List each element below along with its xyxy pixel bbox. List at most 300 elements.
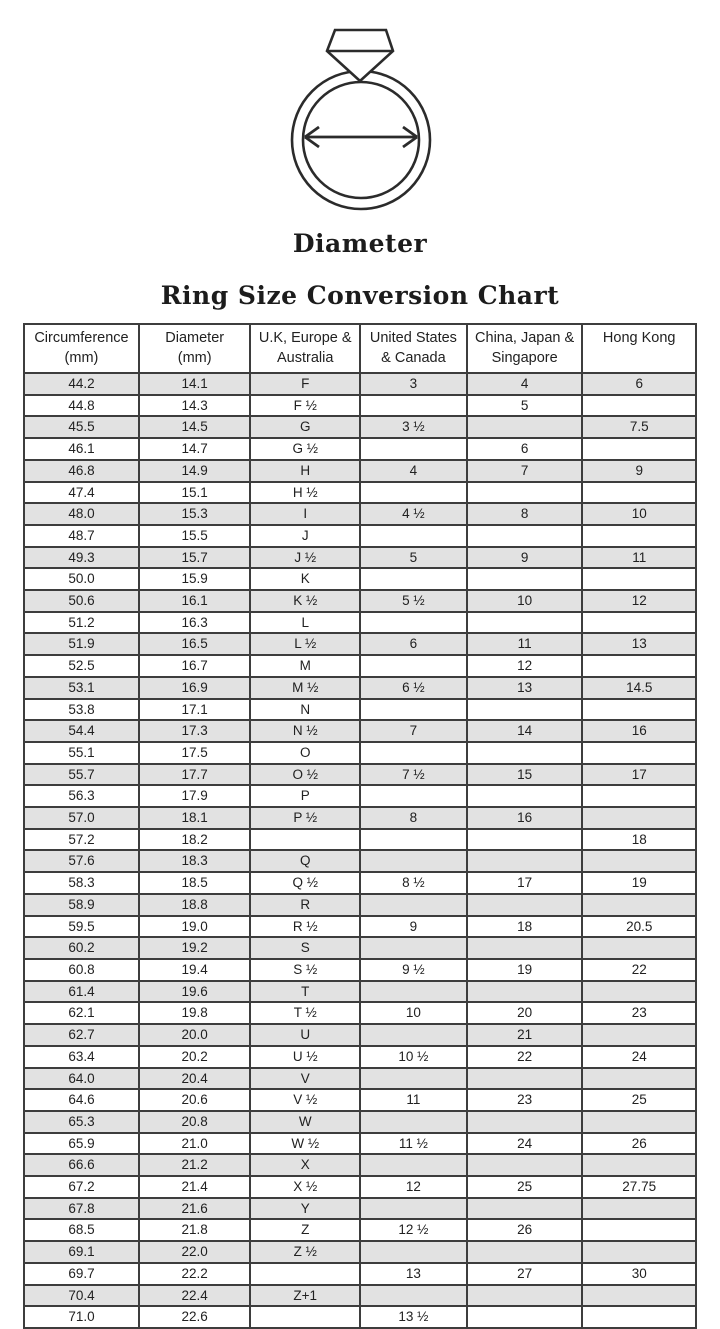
table-cell: 16 xyxy=(467,807,583,829)
table-cell: 3 ½ xyxy=(360,416,467,438)
table-cell: 8 xyxy=(360,807,467,829)
table-cell: 18.3 xyxy=(139,850,251,872)
table-cell: 66.6 xyxy=(24,1154,139,1176)
table-header xyxy=(24,324,696,373)
table-cell: 26 xyxy=(582,1133,696,1155)
table-cell xyxy=(360,894,467,916)
ring-inner-circle xyxy=(303,82,419,198)
table-cell: 14.5 xyxy=(139,416,251,438)
table-cell: 30 xyxy=(582,1263,696,1285)
table-row xyxy=(24,916,696,938)
table-row xyxy=(24,1002,696,1024)
table-cell: 15.7 xyxy=(139,547,251,569)
table-cell: 47.4 xyxy=(24,482,139,504)
table-row xyxy=(24,547,696,569)
table-cell xyxy=(582,937,696,959)
table-cell: 50.0 xyxy=(24,568,139,590)
table-cell: 21.8 xyxy=(139,1219,251,1241)
table-cell: 18.5 xyxy=(139,872,251,894)
table-cell: F ½ xyxy=(250,395,360,417)
table-cell: S xyxy=(250,937,360,959)
table-cell: 22.4 xyxy=(139,1285,251,1307)
table-cell: 27 xyxy=(467,1263,583,1285)
table-cell: 10 xyxy=(582,503,696,525)
table-row xyxy=(24,829,696,851)
table-cell xyxy=(582,568,696,590)
table-cell xyxy=(582,1219,696,1241)
table-cell xyxy=(360,1154,467,1176)
table-cell: 11 ½ xyxy=(360,1133,467,1155)
table-cell: 17 xyxy=(582,764,696,786)
table-cell: 59.5 xyxy=(24,916,139,938)
table-cell: 51.2 xyxy=(24,612,139,634)
table-cell: G xyxy=(250,416,360,438)
table-cell: 58.3 xyxy=(24,872,139,894)
table-cell: F xyxy=(250,373,360,395)
table-cell: 18.2 xyxy=(139,829,251,851)
table-cell xyxy=(467,1111,583,1133)
table-cell: 24 xyxy=(467,1133,583,1155)
table-cell xyxy=(360,1111,467,1133)
table-cell: X ½ xyxy=(250,1176,360,1198)
table-row xyxy=(24,699,696,721)
table-cell xyxy=(467,1154,583,1176)
table-row xyxy=(24,655,696,677)
table-cell: H xyxy=(250,460,360,482)
table-cell: 24 xyxy=(582,1046,696,1068)
table-cell: 11 xyxy=(360,1089,467,1111)
table-cell: 19.0 xyxy=(139,916,251,938)
table-cell xyxy=(582,1068,696,1090)
table-cell: 60.8 xyxy=(24,959,139,981)
table-row xyxy=(24,937,696,959)
table-cell xyxy=(467,612,583,634)
table-cell: 57.2 xyxy=(24,829,139,851)
table-row xyxy=(24,395,696,417)
table-row xyxy=(24,1219,696,1241)
table-cell: 21.6 xyxy=(139,1198,251,1220)
table-cell: 17.5 xyxy=(139,742,251,764)
table-row xyxy=(24,1068,696,1090)
table-cell: 9 xyxy=(582,460,696,482)
table-cell xyxy=(360,438,467,460)
table-row xyxy=(24,1176,696,1198)
table-cell xyxy=(582,438,696,460)
table-cell xyxy=(467,894,583,916)
table-cell: 20.8 xyxy=(139,1111,251,1133)
table-cell xyxy=(467,850,583,872)
table-cell xyxy=(360,829,467,851)
table-cell: 69.7 xyxy=(24,1263,139,1285)
table-cell: 54.4 xyxy=(24,720,139,742)
table-cell xyxy=(467,1306,583,1328)
table-cell: 6 ½ xyxy=(360,677,467,699)
table-cell xyxy=(360,655,467,677)
table-cell: 6 xyxy=(467,438,583,460)
table-cell: W xyxy=(250,1111,360,1133)
table-row xyxy=(24,894,696,916)
table-cell: L ½ xyxy=(250,633,360,655)
table-cell: Q ½ xyxy=(250,872,360,894)
table-cell: O ½ xyxy=(250,764,360,786)
table-cell: 51.9 xyxy=(24,633,139,655)
table-cell: U xyxy=(250,1024,360,1046)
table-cell xyxy=(467,785,583,807)
table-cell: 67.8 xyxy=(24,1198,139,1220)
table-cell: 14.9 xyxy=(139,460,251,482)
table-cell: 55.1 xyxy=(24,742,139,764)
table-cell: N ½ xyxy=(250,720,360,742)
table-cell xyxy=(582,1306,696,1328)
table-cell: M xyxy=(250,655,360,677)
table-cell: 9 ½ xyxy=(360,959,467,981)
table-cell: 7 ½ xyxy=(360,764,467,786)
table-cell xyxy=(360,525,467,547)
table-cell: 7.5 xyxy=(582,416,696,438)
table-cell xyxy=(582,612,696,634)
table-cell: 23 xyxy=(582,1002,696,1024)
table-cell: 45.5 xyxy=(24,416,139,438)
table-cell xyxy=(582,525,696,547)
table-cell xyxy=(582,850,696,872)
table-cell: 12 xyxy=(582,590,696,612)
table-cell: 10 xyxy=(360,1002,467,1024)
table-cell: 65.9 xyxy=(24,1133,139,1155)
table-row xyxy=(24,1263,696,1285)
table-cell xyxy=(582,1024,696,1046)
table-cell: 8 ½ xyxy=(360,872,467,894)
table-cell: 44.8 xyxy=(24,395,139,417)
table-cell xyxy=(467,568,583,590)
table-cell xyxy=(467,1285,583,1307)
table-cell: 27.75 xyxy=(582,1176,696,1198)
table-cell xyxy=(360,1024,467,1046)
table-cell: Q xyxy=(250,850,360,872)
table-cell xyxy=(360,482,467,504)
table-row xyxy=(24,416,696,438)
table-cell: 57.6 xyxy=(24,850,139,872)
table-cell: 11 xyxy=(582,547,696,569)
table-cell: 13 ½ xyxy=(360,1306,467,1328)
table-row xyxy=(24,1089,696,1111)
table-cell xyxy=(582,395,696,417)
table-row xyxy=(24,1241,696,1263)
table-cell: 61.4 xyxy=(24,981,139,1003)
table-cell: 17.7 xyxy=(139,764,251,786)
table-cell: 21.0 xyxy=(139,1133,251,1155)
table-cell: 7 xyxy=(467,460,583,482)
table-cell: 23 xyxy=(467,1089,583,1111)
table-row xyxy=(24,720,696,742)
table-cell xyxy=(582,742,696,764)
table-cell: 53.1 xyxy=(24,677,139,699)
table-cell: 55.7 xyxy=(24,764,139,786)
table-cell: 25 xyxy=(467,1176,583,1198)
table-cell: 9 xyxy=(360,916,467,938)
table-row xyxy=(24,1024,696,1046)
table-cell: 18.1 xyxy=(139,807,251,829)
column-header: Hong Kong xyxy=(582,324,696,373)
table-cell: 12 xyxy=(467,655,583,677)
table-cell: 15.1 xyxy=(139,482,251,504)
table-cell xyxy=(360,742,467,764)
ring-diagram xyxy=(272,18,448,219)
table-cell: S ½ xyxy=(250,959,360,981)
table-cell: 46.1 xyxy=(24,438,139,460)
table-cell: 57.0 xyxy=(24,807,139,829)
table-cell xyxy=(360,850,467,872)
table-cell: X xyxy=(250,1154,360,1176)
table-cell: W ½ xyxy=(250,1133,360,1155)
table-cell: Z ½ xyxy=(250,1241,360,1263)
table-cell: 21.2 xyxy=(139,1154,251,1176)
table-cell: 9 xyxy=(467,547,583,569)
table-cell: 6 xyxy=(582,373,696,395)
table-cell xyxy=(582,1241,696,1263)
table-cell: J ½ xyxy=(250,547,360,569)
table-cell xyxy=(360,1241,467,1263)
table-cell: 5 xyxy=(360,547,467,569)
table-row xyxy=(24,568,696,590)
table-cell: 69.1 xyxy=(24,1241,139,1263)
table-cell xyxy=(582,785,696,807)
table-cell: 70.4 xyxy=(24,1285,139,1307)
table-cell: P ½ xyxy=(250,807,360,829)
table-cell: 4 xyxy=(467,373,583,395)
table-cell: 17.1 xyxy=(139,699,251,721)
table-cell: 15.9 xyxy=(139,568,251,590)
table-row xyxy=(24,1133,696,1155)
table-cell: 14.7 xyxy=(139,438,251,460)
table-cell: M ½ xyxy=(250,677,360,699)
table-cell: G ½ xyxy=(250,438,360,460)
table-cell: V xyxy=(250,1068,360,1090)
table-cell: 19 xyxy=(582,872,696,894)
table-row xyxy=(24,742,696,764)
table-cell: 10 ½ xyxy=(360,1046,467,1068)
table-cell xyxy=(467,1068,583,1090)
table-cell: 14.1 xyxy=(139,373,251,395)
table-cell xyxy=(582,807,696,829)
table-cell: 5 ½ xyxy=(360,590,467,612)
table-cell xyxy=(360,612,467,634)
ring-outer-circle xyxy=(292,71,430,209)
table-cell: 3 xyxy=(360,373,467,395)
table-cell: 11 xyxy=(467,633,583,655)
table-cell: T xyxy=(250,981,360,1003)
table-row xyxy=(24,1198,696,1220)
table-cell: 21.4 xyxy=(139,1176,251,1198)
table-row xyxy=(24,807,696,829)
conversion-table xyxy=(23,323,697,1329)
table-cell: Z+1 xyxy=(250,1285,360,1307)
table-cell: 14.3 xyxy=(139,395,251,417)
table-cell: 48.0 xyxy=(24,503,139,525)
table-row xyxy=(24,482,696,504)
table-body xyxy=(24,373,696,1328)
table-cell: 20.0 xyxy=(139,1024,251,1046)
table-cell xyxy=(360,395,467,417)
table-cell: 18 xyxy=(467,916,583,938)
table-cell: 19.2 xyxy=(139,937,251,959)
table-cell: V ½ xyxy=(250,1089,360,1111)
table-cell: T ½ xyxy=(250,1002,360,1024)
table-row xyxy=(24,373,696,395)
table-cell: 8 xyxy=(467,503,583,525)
table-cell: 60.2 xyxy=(24,937,139,959)
table-cell xyxy=(467,1241,583,1263)
table-cell: 20.6 xyxy=(139,1089,251,1111)
table-cell: I xyxy=(250,503,360,525)
column-header: United States & Canada xyxy=(360,324,467,373)
table-cell: 65.3 xyxy=(24,1111,139,1133)
table-cell xyxy=(360,699,467,721)
table-cell: 19.6 xyxy=(139,981,251,1003)
table-cell: 64.0 xyxy=(24,1068,139,1090)
table-cell: 22 xyxy=(467,1046,583,1068)
table-cell xyxy=(582,1154,696,1176)
column-header: Circumference (mm) xyxy=(24,324,139,373)
table-cell: 10 xyxy=(467,590,583,612)
table-row xyxy=(24,1111,696,1133)
table-cell: 16.1 xyxy=(139,590,251,612)
table-cell: 4 ½ xyxy=(360,503,467,525)
table-cell xyxy=(582,699,696,721)
table-cell: 14 xyxy=(467,720,583,742)
table-cell: 12 xyxy=(360,1176,467,1198)
table-cell: 21 xyxy=(467,1024,583,1046)
table-row xyxy=(24,677,696,699)
table-cell xyxy=(250,1263,360,1285)
table-cell: 62.7 xyxy=(24,1024,139,1046)
table-cell: L xyxy=(250,612,360,634)
table-cell: 7 xyxy=(360,720,467,742)
table-cell xyxy=(582,981,696,1003)
column-header: U.K, Europe & Australia xyxy=(250,324,360,373)
table-cell: 18 xyxy=(582,829,696,851)
table-row xyxy=(24,1046,696,1068)
table-cell xyxy=(467,699,583,721)
table-cell: J xyxy=(250,525,360,547)
table-cell: 13 xyxy=(360,1263,467,1285)
table-cell xyxy=(582,1111,696,1133)
table-cell xyxy=(582,1285,696,1307)
diameter-double-arrow-icon xyxy=(305,127,417,147)
table-cell: 53.8 xyxy=(24,699,139,721)
table-cell xyxy=(582,1198,696,1220)
table-cell: 19 xyxy=(467,959,583,981)
table-row xyxy=(24,981,696,1003)
table-row xyxy=(24,1285,696,1307)
table-cell xyxy=(360,568,467,590)
table-cell: 15.5 xyxy=(139,525,251,547)
table-cell: 67.2 xyxy=(24,1176,139,1198)
table-row xyxy=(24,438,696,460)
table-row xyxy=(24,633,696,655)
table-cell xyxy=(360,1198,467,1220)
table-cell xyxy=(467,1198,583,1220)
table-cell: 15.3 xyxy=(139,503,251,525)
table-cell: 20.2 xyxy=(139,1046,251,1068)
table-cell: 22 xyxy=(582,959,696,981)
table-cell: Z xyxy=(250,1219,360,1241)
header-row xyxy=(24,324,696,373)
table-row xyxy=(24,590,696,612)
table-cell: 20.5 xyxy=(582,916,696,938)
table-cell xyxy=(582,482,696,504)
table-cell xyxy=(467,482,583,504)
column-header: China, Japan & Singapore xyxy=(467,324,583,373)
table-cell: K xyxy=(250,568,360,590)
table-cell xyxy=(582,894,696,916)
table-cell: 56.3 xyxy=(24,785,139,807)
page-title: Ring Size Conversion Chart xyxy=(160,281,560,310)
table-row xyxy=(24,460,696,482)
table-cell: H ½ xyxy=(250,482,360,504)
table-cell xyxy=(250,829,360,851)
table-cell: 46.8 xyxy=(24,460,139,482)
table-row xyxy=(24,872,696,894)
table-cell: O xyxy=(250,742,360,764)
table-cell: 68.5 xyxy=(24,1219,139,1241)
table-cell: 20.4 xyxy=(139,1068,251,1090)
table-cell: 19.8 xyxy=(139,1002,251,1024)
table-cell: R ½ xyxy=(250,916,360,938)
table-cell: 18.8 xyxy=(139,894,251,916)
table-row xyxy=(24,959,696,981)
table-cell xyxy=(467,829,583,851)
table-cell xyxy=(360,785,467,807)
table-cell: 13 xyxy=(582,633,696,655)
diameter-label: Diameter xyxy=(292,229,428,258)
table-cell: 16.5 xyxy=(139,633,251,655)
table-cell: 16.9 xyxy=(139,677,251,699)
table-cell xyxy=(467,937,583,959)
table-row xyxy=(24,1154,696,1176)
table-cell: 48.7 xyxy=(24,525,139,547)
table-cell: 71.0 xyxy=(24,1306,139,1328)
table-cell: 26 xyxy=(467,1219,583,1241)
table-row xyxy=(24,525,696,547)
table-cell xyxy=(467,416,583,438)
table-cell: 22.2 xyxy=(139,1263,251,1285)
table-cell: 17 xyxy=(467,872,583,894)
table-row xyxy=(24,503,696,525)
table-cell: Y xyxy=(250,1198,360,1220)
table-cell: 62.1 xyxy=(24,1002,139,1024)
ring-with-diamond-icon xyxy=(272,18,448,214)
table-cell: 16 xyxy=(582,720,696,742)
table-cell: N xyxy=(250,699,360,721)
table-cell: 13 xyxy=(467,677,583,699)
table-cell: R xyxy=(250,894,360,916)
table-cell xyxy=(360,1285,467,1307)
table-cell xyxy=(467,981,583,1003)
table-cell: P xyxy=(250,785,360,807)
table-cell: 17.9 xyxy=(139,785,251,807)
table-row xyxy=(24,612,696,634)
table-cell xyxy=(360,1068,467,1090)
table-cell xyxy=(467,742,583,764)
table-cell xyxy=(467,525,583,547)
table-cell: 49.3 xyxy=(24,547,139,569)
table-cell: 58.9 xyxy=(24,894,139,916)
table-row xyxy=(24,785,696,807)
table-cell: 12 ½ xyxy=(360,1219,467,1241)
table-cell xyxy=(360,937,467,959)
table-cell: 16.7 xyxy=(139,655,251,677)
table-cell: 17.3 xyxy=(139,720,251,742)
